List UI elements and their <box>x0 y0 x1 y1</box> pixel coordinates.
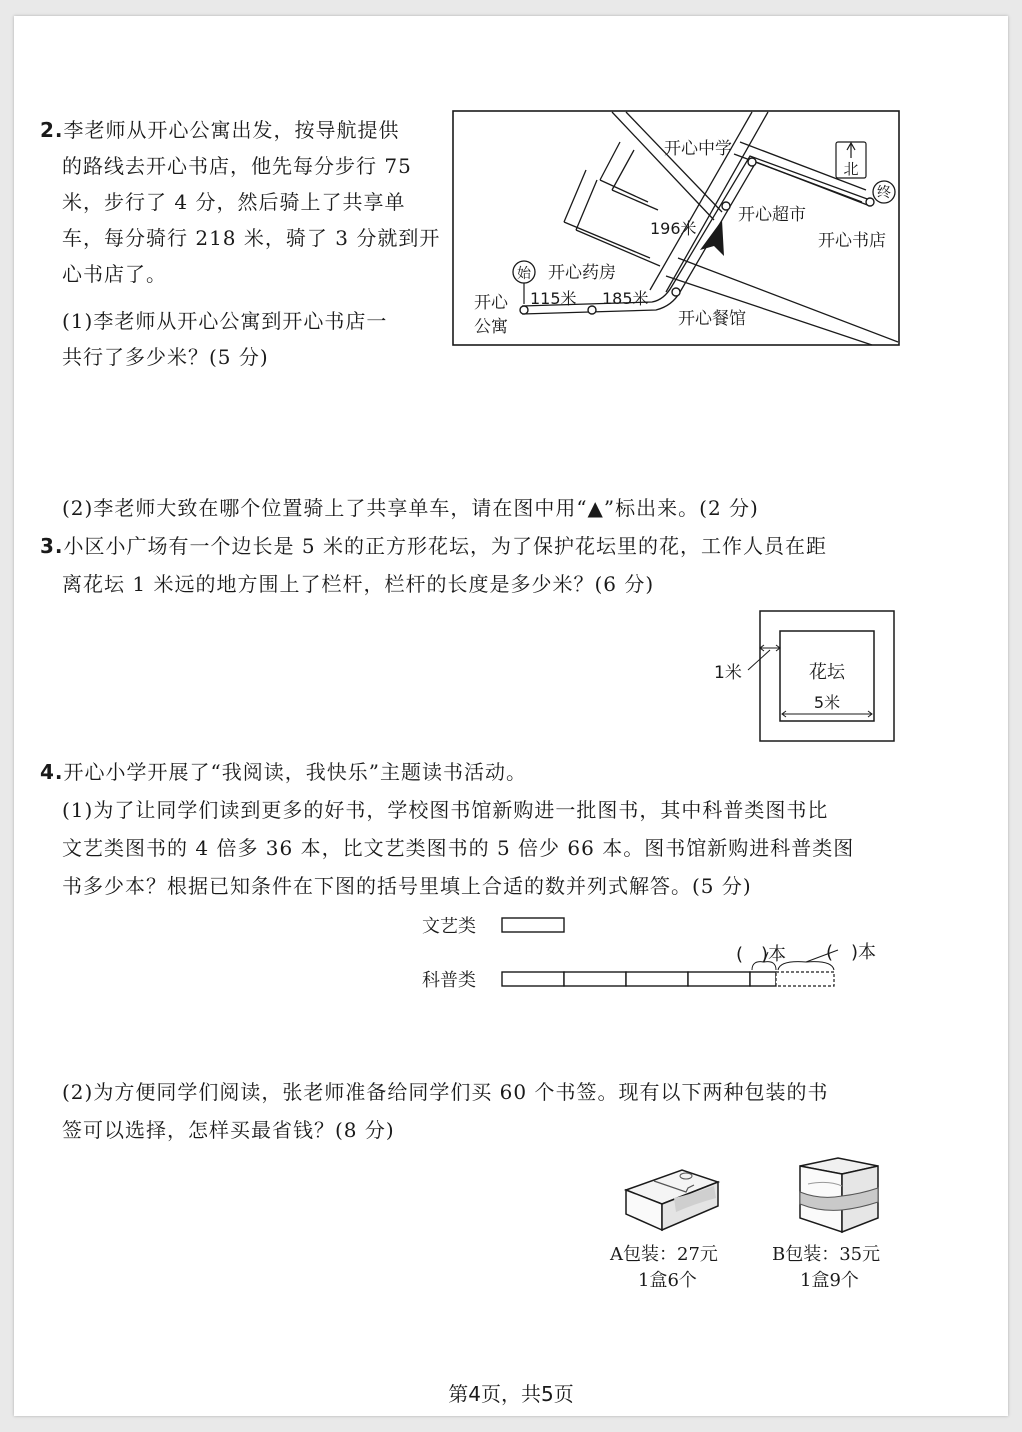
page-footer: 第4页，共5页 <box>448 1382 574 1406</box>
pharmacy-label: 开心药房 <box>548 263 616 283</box>
end-marker: 终 <box>877 185 891 201</box>
route-map <box>452 110 902 346</box>
q2-line-2: 的路线去开心书店，他先每分步行 75 <box>62 154 412 178</box>
q3-line-2: 离花坛 1 米远的地方围上了栏杆，栏杆的长度是多少米？(6 分) <box>62 572 655 596</box>
worksheet-page <box>14 16 1008 1416</box>
apartment-label-1: 开心 <box>474 293 508 313</box>
q2-part1-line-1: (1)李老师从开心公寓到开心书店一 <box>62 309 388 333</box>
q4-intro: 4.开心小学开展了“我阅读，我快乐”主题读书活动。 <box>40 760 527 784</box>
blank-part-1: ( )本 <box>736 944 787 965</box>
package-a-price: A包装：27元 <box>610 1244 718 1265</box>
apartment-label-2: 公寓 <box>474 317 508 337</box>
q3-line-1: 3.小区小广场有一个边长是 5 米的正方形花坛，为了保护花坛里的花，工作人员在距 <box>40 534 827 558</box>
q4-part1-line-3: 书多少本？根据已知条件在下图的括号里填上合适的数并列式解答。(5 分) <box>62 874 752 898</box>
q4-part2-line-2: 签可以选择，怎样买最省钱？(8 分) <box>62 1118 395 1142</box>
start-marker: 始 <box>517 266 531 282</box>
q2-line-1: 2.李老师从开心公寓出发，按导航提供 <box>40 118 400 142</box>
label-wenyi: 文艺类 <box>422 916 476 937</box>
restaurant-label: 开心餐馆 <box>678 309 746 329</box>
blank-part-2: ( )本 <box>826 942 877 963</box>
q2-line-5: 心书店了。 <box>62 262 167 286</box>
distance-196: 196米 <box>650 219 697 238</box>
package-a-image <box>624 1158 720 1236</box>
distance-185: 185米 <box>602 289 649 308</box>
package-a-count: 1盒6个 <box>638 1270 697 1291</box>
book-line-diagram <box>418 912 898 996</box>
q2-line-3: 米，步行了 4 分，然后骑上了共享单 <box>62 190 406 214</box>
flower-bed-label: 花坛 <box>809 662 845 683</box>
package-b-price: B包装：35元 <box>772 1244 881 1265</box>
q2-part2: (2)李老师大致在哪个位置骑上了共享单车，请在图中用“▲”标出来。(2 分) <box>62 496 759 520</box>
supermarket-label: 开心超市 <box>738 205 806 225</box>
label-kepu: 科普类 <box>422 970 476 991</box>
side-length-label: 5米 <box>813 693 841 712</box>
distance-115: 115米 <box>530 289 577 308</box>
package-b-count: 1盒9个 <box>800 1270 859 1291</box>
bookstore-label: 开心书店 <box>818 231 886 251</box>
q4-part2-line-1: (2)为方便同学们阅读，张老师准备给同学们买 60 个书签。现有以下两种包装的书 <box>62 1080 829 1104</box>
north-label: 北 <box>843 160 859 178</box>
middle-school-label: 开心中学 <box>664 139 732 159</box>
package-b-image <box>798 1156 882 1238</box>
q2-line-4: 车，每分骑行 218 米，骑了 3 分就到开 <box>62 226 441 250</box>
q4-part1-line-1: (1)为了让同学们读到更多的好书，学校图书馆新购进一批图书，其中科普类图书比 <box>62 798 829 822</box>
gap-label: 1米 <box>714 663 742 683</box>
q4-part1-line-2: 文艺类图书的 4 倍多 36 本，比文艺类图书的 5 倍少 66 本。图书馆新购进科普类图 <box>62 836 855 860</box>
q2-part1-line-2: 共行了多少米？(5 分) <box>62 345 269 369</box>
flower-bed-figure <box>710 610 898 744</box>
